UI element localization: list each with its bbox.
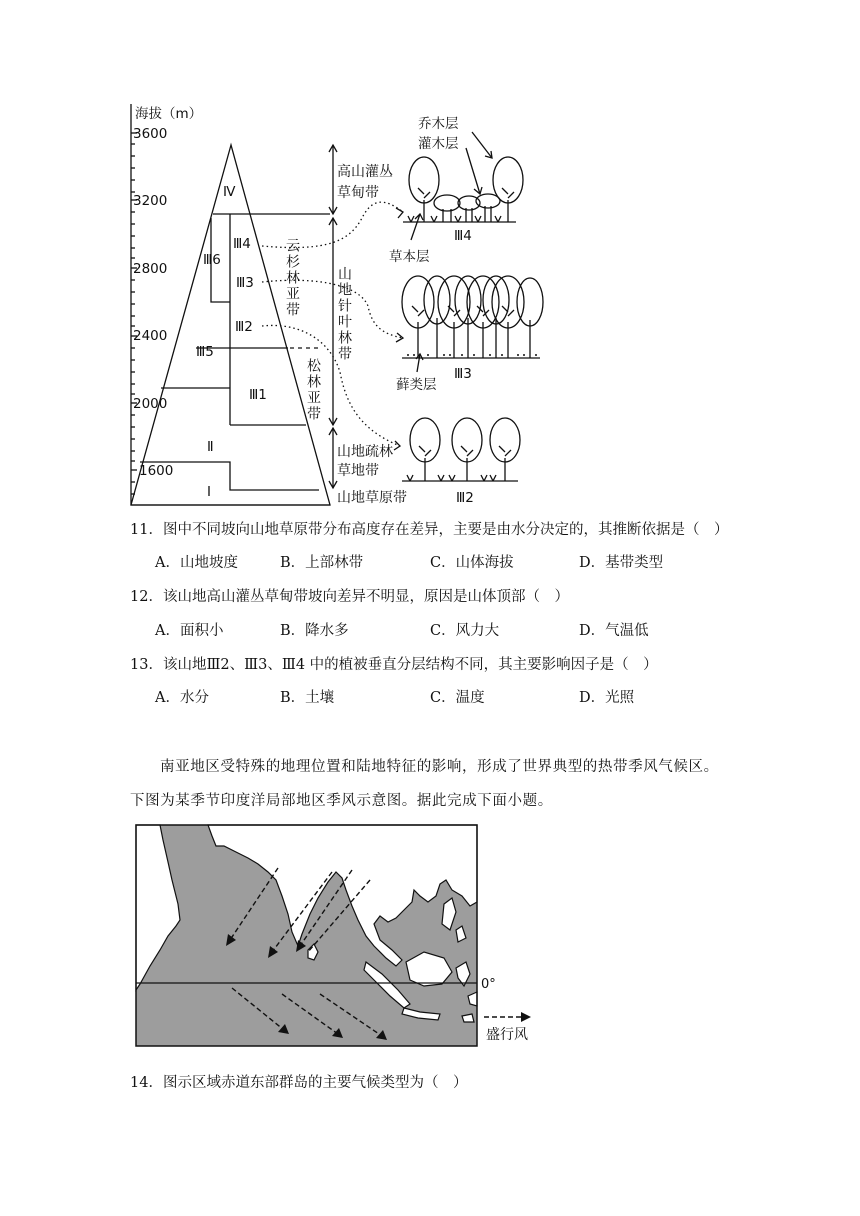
inset-label-iii2: Ⅲ2 xyxy=(456,490,474,506)
tree-layer-label: 乔木层 xyxy=(418,116,459,132)
axis-label: 海拔（m） xyxy=(135,106,203,122)
altitude-zonation-figure xyxy=(0,0,860,512)
zone-label-iv: Ⅳ xyxy=(223,184,236,200)
question-13-option-b[interactable]: B．土壤 xyxy=(280,690,335,706)
alpine-belt-label-line1: 高山灌丛 xyxy=(337,164,393,180)
tick-label: 2000 xyxy=(133,396,168,412)
zone-label-i: Ⅰ xyxy=(207,484,211,500)
passage-line-1: 南亚地区受特殊的地理位置和陆地特征的影响，形成了世界典型的热带季风气候区。 xyxy=(160,759,719,775)
moss-layer-label: 藓类层 xyxy=(396,377,437,393)
question-11-stem: 11．图中不同坡向山地草原带分布高度存在差异，主要是由水分决定的，其推断依据是（ ） xyxy=(130,522,729,538)
sparse-belt-label-line2: 草地带 xyxy=(337,463,379,479)
question-12-option-d[interactable]: D．气温低 xyxy=(579,623,649,639)
zone-label-iii6: Ⅲ6 xyxy=(203,252,221,268)
question-13-stem: 13．该山地Ⅲ2、Ⅲ3、Ⅲ4 中的植被垂直分层结构不同，其主要影响因子是（ ） xyxy=(130,657,658,673)
inset-iii4-forest-layers xyxy=(403,157,523,222)
shrub-layer-label: 灌木层 xyxy=(418,136,459,152)
zone-label-iii5: Ⅲ5 xyxy=(196,344,214,360)
question-11-option-b[interactable]: B．上部林带 xyxy=(280,555,364,571)
tick-label: 2800 xyxy=(133,261,168,277)
zone-label-iii2: Ⅲ2 xyxy=(235,319,253,335)
inset-label-iii3: Ⅲ3 xyxy=(454,366,472,382)
question-14-stem: 14．图示区域赤道东部群岛的主要气候类型为（ ） xyxy=(130,1075,468,1091)
legend-prevailing-wind: 盛行风 xyxy=(486,1027,528,1043)
passage-line-2: 下图为某季节印度洋局部地区季风示意图。据此完成下面小题。 xyxy=(130,793,553,809)
question-13-option-a[interactable]: A．水分 xyxy=(155,690,209,706)
spruce-subbelt-label: 云杉林亚带 xyxy=(284,238,300,318)
question-12-option-b[interactable]: B．降水多 xyxy=(280,623,349,639)
tick-label: 1600 xyxy=(139,463,174,479)
question-11-option-d[interactable]: D．基带类型 xyxy=(579,555,664,571)
inset-iii3-forest-layers xyxy=(402,276,543,358)
sparse-belt-label-line1: 山地疏林 xyxy=(337,444,393,460)
inset-label-iii4: Ⅲ4 xyxy=(454,228,472,244)
steppe-belt-label: 山地草原带 xyxy=(337,490,407,506)
question-12-stem: 12．该山地高山灌丛草甸带坡向差异不明显，原因是山体顶部（ ） xyxy=(130,589,569,605)
herb-layer-label: 草本层 xyxy=(389,249,430,265)
question-12-option-a[interactable]: A．面积小 xyxy=(155,623,224,639)
pine-subbelt-label: 松林亚带 xyxy=(305,358,321,422)
tick-label: 3600 xyxy=(133,126,168,142)
question-11-option-a[interactable]: A．山地坡度 xyxy=(155,555,238,571)
zone-label-iii4: Ⅲ4 xyxy=(233,236,251,252)
zone-label-ii: Ⅱ xyxy=(207,439,214,455)
tick-label: 3200 xyxy=(133,193,168,209)
alpine-belt-label-line2: 草甸带 xyxy=(337,185,379,201)
question-12-option-c[interactable]: C．风力大 xyxy=(430,623,500,639)
question-11-option-c[interactable]: C．山体海拔 xyxy=(430,555,514,571)
tick-label: 2400 xyxy=(133,328,168,344)
question-13-option-c[interactable]: C．温度 xyxy=(430,690,485,706)
zone-label-iii3: Ⅲ3 xyxy=(236,275,254,291)
monsoon-map xyxy=(0,815,860,1055)
inset-iii2-forest-layers xyxy=(402,418,520,481)
question-13-option-d[interactable]: D．光照 xyxy=(579,690,635,706)
equator-label: 0° xyxy=(481,977,496,992)
zone-label-iii1: Ⅲ1 xyxy=(249,387,267,403)
conifer-belt-label: 山地针叶林带 xyxy=(336,266,352,362)
